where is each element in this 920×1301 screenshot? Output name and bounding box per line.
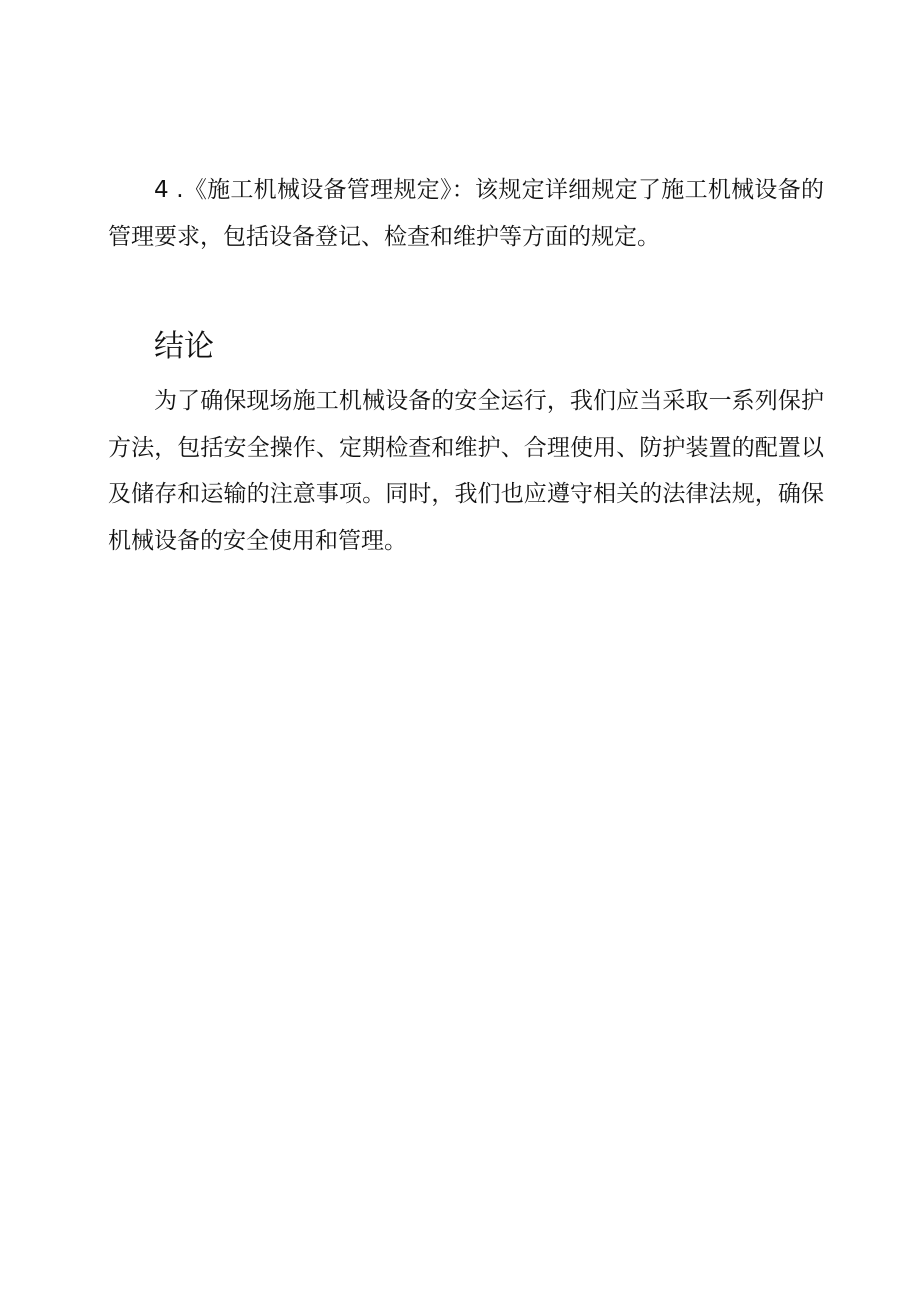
item-4-paragraph: 4 .《施工机械设备管理规定》：该规定详细规定了施工机械设备的管理要求，包括设备登记、检查和维护等方面的规定。	[108, 177, 824, 250]
conclusion-paragraph: 为了确保现场施工机械设备的安全运行，我们应当采取一系列保护方法，包括安全操作、定期检查和维护、合理使用、防护装置的配置以及储存和运输的注意事项。同时，我们也应遵守相关的法律法规，确保机械设备的安全使用和管理。	[108, 388, 824, 554]
conclusion-heading: 结论	[154, 329, 214, 364]
